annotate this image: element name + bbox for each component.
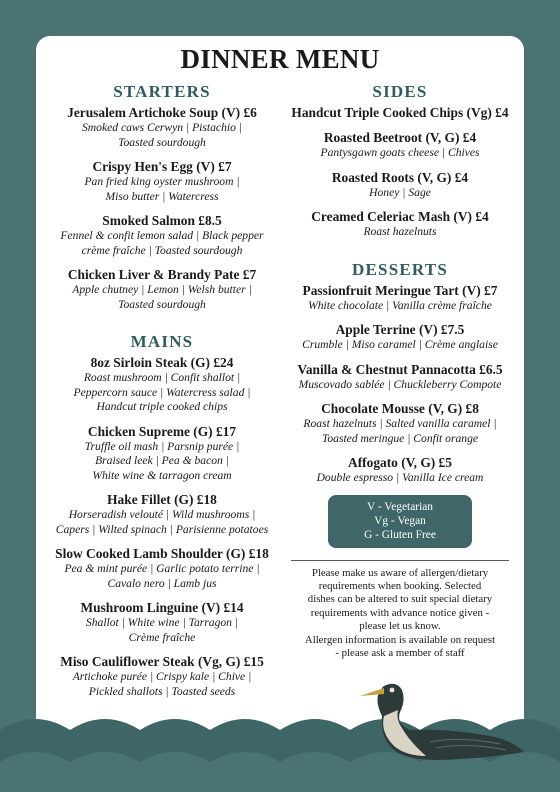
menu-item-description: Honey | Sage <box>369 185 431 199</box>
menu-item-description: Apple chutney | Lemon | Welsh butter | <box>72 283 252 296</box>
menu-item-description: Crème fraîche <box>128 630 196 644</box>
sides-heading: SIDES <box>372 82 428 101</box>
menu-item-description: Muscovado sablée | Chuckleberry Compote <box>298 377 502 391</box>
menu-item-name: Roasted Roots (V, G) £4 <box>331 169 469 185</box>
note-line: requirements with advance notice given - <box>310 606 490 619</box>
sides-list <box>284 105 516 240</box>
menu-title: DINNER MENU <box>180 44 380 74</box>
starters-list <box>44 105 280 312</box>
note-line: dishes can be altered to suit special dietary <box>307 593 493 606</box>
menu-item-name: 8oz Sirloin Steak (G) £24 <box>90 355 234 370</box>
menu-item-description: Crumble | Miso caramel | Crème anglaise <box>302 338 498 351</box>
menu-item-description: Cavalo nero | Lamb jus <box>107 576 217 590</box>
menu-item-description: Pickled shallots | Toasted seeds <box>88 684 236 698</box>
menu-item <box>284 105 516 121</box>
desserts-list <box>284 283 516 486</box>
menu-item <box>44 267 280 312</box>
note-line: Please make us aware of allergen/dietary <box>311 566 489 579</box>
menu-item-description: Roast mushroom | Confit shallot | <box>83 371 241 384</box>
menu-item-description: Miso butter | Watercress <box>105 189 219 203</box>
menu-item <box>44 105 280 150</box>
left-column <box>44 80 280 708</box>
menu-item <box>44 159 280 204</box>
menu-item-name: Chicken Supreme (G) £17 <box>87 423 237 439</box>
menu-item-name: Crispy Hen's Egg (V) £7 <box>92 159 232 174</box>
menu-item-description: Toasted sourdough <box>118 135 206 149</box>
menu-item-name: Handcut Triple Cooked Chips (Vg) £4 <box>291 105 509 120</box>
dietary-legend <box>328 495 472 548</box>
menu-item-description: Roast hazelnuts <box>363 225 437 238</box>
legend-gluten-free: G - Gluten Free <box>364 528 436 541</box>
menu-item-name: Jerusalem Artichoke Soup (V) £6 <box>67 105 257 120</box>
right-column <box>284 80 516 660</box>
note-line: Allergen information is available on request <box>304 633 496 646</box>
menu-item-description: Capers | Wilted spinach | Parisienne potatoes <box>55 522 269 536</box>
menu-item <box>284 362 516 393</box>
menu-item-name: Smoked Salmon £8.5 <box>102 213 222 228</box>
menu-item-name: Vanilla & Chestnut Pannacotta £6.5 <box>297 361 503 377</box>
menu-item-description: Artichoke purée | Crispy kale | Chive | <box>72 670 252 683</box>
menu-item-description: Fennel & confit lemon salad | Black pepper <box>60 229 264 242</box>
menu-item <box>284 209 516 240</box>
menu-item-description: Braised leek | Pea & bacon | <box>95 454 229 467</box>
legend-vegan: Vg - Vegan <box>374 514 426 527</box>
menu-item-name: Creamed Celeriac Mash (V) £4 <box>311 209 489 224</box>
menu-item-name: Roasted Beetroot (V, G) £4 <box>323 130 477 145</box>
menu-item-name: Passionfruit Meringue Tart (V) £7 <box>302 282 498 298</box>
menu-item <box>284 455 516 486</box>
menu-item <box>44 424 280 484</box>
starters-heading: STARTERS <box>113 82 211 101</box>
menu-item <box>284 401 516 446</box>
menu-item-description: Toasted sourdough <box>118 297 206 311</box>
menu-item-description: Truffle oil mash | Parsnip purée | <box>84 439 240 453</box>
menu-item-name: Miso Cauliflower Steak (Vg, G) £15 <box>60 654 264 669</box>
menu-item-description: Peppercorn sauce | Watercress salad | <box>73 385 251 399</box>
menu-item-description: Smoked caws Cerwyn | Pistachio | <box>82 121 242 134</box>
allergen-note <box>291 560 509 661</box>
menu-item-name: Apple Terrine (V) £7.5 <box>335 322 465 337</box>
legend-vegetarian: V - Vegetarian <box>366 500 433 513</box>
menu-item <box>284 322 516 353</box>
note-line: please let us know. <box>359 620 441 633</box>
menu-item-description: Roast hazelnuts | Salted vanilla caramel | <box>303 417 497 430</box>
desserts-heading: DESSERTS <box>352 259 448 279</box>
menu-item-name: Chocolate Mousse (V, G) £8 <box>321 401 479 416</box>
menu-item <box>284 283 516 314</box>
menu-item-description: Pantysgawn goats cheese | Chives <box>320 146 480 159</box>
menu-item-description: Double espresso | Vanilla Ice cream <box>316 471 484 484</box>
menu-item-description: Pan fried king oyster mushroom | <box>84 175 240 188</box>
menu-item-name: Hake Fillet (G) £18 <box>107 492 217 507</box>
menu-item-description: crème fraîche | Toasted sourdough <box>81 243 243 257</box>
menu-item <box>44 654 280 699</box>
note-line: - please ask a member of staff <box>335 646 465 659</box>
menu-item <box>44 492 280 537</box>
menu-item-description: Horseradish velouté | Wild mushrooms | <box>68 508 256 521</box>
mains-list <box>44 355 280 699</box>
menu-item-description: White wine & tarragon cream <box>92 468 232 482</box>
mains-heading: MAINS <box>130 332 194 351</box>
menu-item <box>44 213 280 258</box>
menu-item-name: Affogato (V, G) £5 <box>348 455 452 470</box>
menu-item-description: Handcut triple cooked chips <box>96 400 228 413</box>
menu-item <box>284 130 516 161</box>
menu-item-name: Slow Cooked Lamb Shoulder (G) £18 <box>55 546 269 561</box>
menu-item <box>44 355 280 415</box>
menu-item-description: Toasted meringue | Confit orange <box>321 431 479 445</box>
menu-item-name: Chicken Liver & Brandy Pate £7 <box>67 267 257 282</box>
menu-item-description: White chocolate | Vanilla crème fraîche <box>308 298 492 312</box>
menu-item <box>44 546 280 591</box>
menu-item <box>284 170 516 201</box>
note-line: requirements when booking. Selected <box>318 579 482 592</box>
menu-item-description: Shallot | White wine | Tarragon | <box>85 616 239 629</box>
menu-item-name: Mushroom Linguine (V) £14 <box>80 600 244 615</box>
menu-item-description: Pea & mint purée | Garlic potato terrine | <box>64 562 260 575</box>
menu-item <box>44 600 280 645</box>
cormorant-bird-icon <box>350 676 526 768</box>
